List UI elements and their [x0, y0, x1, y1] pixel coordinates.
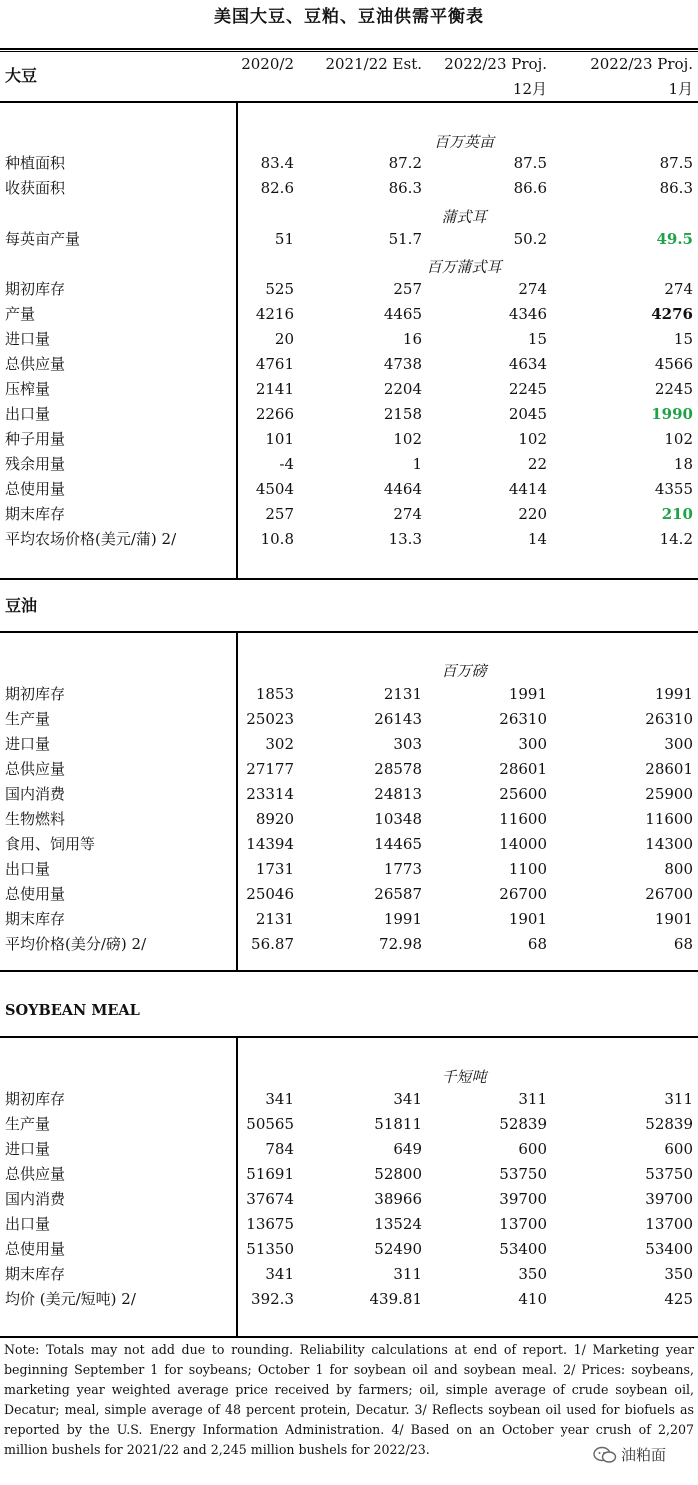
row-label: 出口量	[5, 405, 51, 423]
cell-value: 300	[664, 735, 693, 753]
row-label: 均价 (美元/短吨) 2/	[5, 1290, 136, 1308]
table-row	[0, 402, 698, 427]
table-row	[0, 176, 698, 201]
row-label: 期末库存	[5, 505, 66, 523]
row-label: 总供应量	[5, 355, 66, 373]
table-row	[0, 832, 698, 857]
cell-value: 425	[664, 1290, 693, 1308]
bottom-rule	[0, 1336, 698, 1338]
row-label: 平均价格(美分/磅) 2/	[5, 935, 147, 953]
top-rule-inner	[0, 51, 698, 52]
cell-value: 26700	[645, 885, 693, 903]
cell-value: 2245	[508, 380, 547, 398]
col-header-2022-jan: 2022/23 Proj.	[590, 55, 693, 73]
cell-value: 102	[518, 430, 547, 448]
table-row	[0, 151, 698, 176]
cell-value: 4738	[383, 355, 422, 373]
cell-value: 2141	[255, 380, 294, 398]
row-label: 残余用量	[5, 455, 66, 473]
cell-value: 1990	[651, 405, 693, 423]
col-header-2020: 2020/2	[241, 55, 294, 73]
cell-value: 300	[518, 735, 547, 753]
cell-value: 86.3	[388, 179, 422, 197]
cell-value: 1901	[508, 910, 547, 928]
cell-value: 23314	[246, 785, 294, 803]
cell-value: 39700	[499, 1190, 547, 1208]
cell-value: 1100	[508, 860, 547, 878]
cell-value: 1991	[508, 685, 547, 703]
cell-value: 311	[518, 1090, 547, 1108]
cell-value: 22	[527, 455, 547, 473]
cell-value: 2158	[383, 405, 422, 423]
cell-value: 56.87	[251, 935, 294, 953]
table-row	[0, 1237, 698, 1262]
cell-value: 311	[393, 1265, 422, 1283]
cell-value: 274	[393, 505, 422, 523]
col-header-2022-dec: 2022/23 Proj.	[444, 55, 547, 73]
cell-value: 37674	[246, 1190, 294, 1208]
cell-value: 2045	[508, 405, 547, 423]
footnote: Note: Totals may not add due to rounding. Reliability calculations at end of report. 1/ Marketing year beginning September 1 for soybeans; October 1 for soybean oil and soybean meal. 2/ Prices: soybeans, marketing year weighted average price received by farmers; oil, simple average of crude soybean oil, Decatur; meal, simple average of 48 percent protein, Decatur. 3/ Reflects soybean oil used for biofuels as reported by the U.S. Energy Information Administration. 4/ Based on an October year crush of 2,207 million bushels for 2021/22 and 2,245 million bushels for 2022/23.	[4, 1342, 694, 1457]
cell-value: 25900	[645, 785, 693, 803]
cell-value: 311	[664, 1090, 693, 1108]
section-rule	[0, 631, 698, 633]
cell-value: 87.5	[513, 154, 547, 172]
cell-value: 4464	[383, 480, 422, 498]
cell-value: 49.5	[656, 230, 693, 248]
cell-value: 10.8	[260, 530, 294, 548]
row-label: 国内消费	[5, 785, 66, 803]
cell-value: 274	[664, 280, 693, 298]
table-row	[0, 782, 698, 807]
cell-value: 101	[265, 430, 294, 448]
header-rule	[0, 101, 698, 103]
cell-value: 25046	[246, 885, 294, 903]
table-row	[0, 527, 698, 552]
cell-value: 1991	[383, 910, 422, 928]
cell-value: 68	[527, 935, 547, 953]
unit-label: 百万英亩	[433, 133, 494, 151]
cell-value: 14.2	[659, 530, 693, 548]
cell-value: 82.6	[260, 179, 294, 197]
cell-value: 51691	[246, 1165, 294, 1183]
row-label: 国内消费	[5, 1190, 66, 1208]
cell-value: 4355	[654, 480, 693, 498]
table-row	[0, 757, 698, 782]
row-label: 进口量	[5, 735, 51, 753]
table-row	[0, 352, 698, 377]
cell-value: 28578	[374, 760, 422, 778]
cell-value: 15	[673, 330, 693, 348]
section-rule	[0, 1036, 698, 1038]
table-row	[0, 1137, 698, 1162]
row-label: 期初库存	[5, 1090, 66, 1108]
cell-value: -4	[279, 455, 294, 473]
cell-value: 51811	[374, 1115, 422, 1133]
cell-value: 50.2	[513, 230, 547, 248]
cell-value: 52490	[374, 1240, 422, 1258]
row-label: 期初库存	[5, 280, 66, 298]
cell-value: 26310	[499, 710, 547, 728]
cell-value: 38966	[374, 1190, 422, 1208]
cell-value: 2204	[383, 380, 422, 398]
watermark-text: 油粕面	[621, 1446, 667, 1464]
row-label: 平均农场价格(美元/蒲) 2/	[5, 530, 177, 548]
cell-value: 72.98	[379, 935, 422, 953]
section-title-meal: SOYBEAN MEAL	[5, 1002, 140, 1019]
table-row	[0, 302, 698, 327]
cell-value: 87.5	[659, 154, 693, 172]
cell-value: 1853	[255, 685, 294, 703]
cell-value: 53400	[499, 1240, 547, 1258]
cell-value: 14000	[499, 835, 547, 853]
cell-value: 4566	[654, 355, 693, 373]
cell-value: 392.3	[251, 1290, 294, 1308]
row-label: 出口量	[5, 860, 51, 878]
col-subheader-dec: 12月	[512, 80, 547, 98]
cell-value: 4761	[255, 355, 294, 373]
cell-value: 303	[393, 735, 422, 753]
cell-value: 27177	[246, 760, 294, 778]
row-label: 期末库存	[5, 1265, 66, 1283]
cell-value: 439.81	[369, 1290, 422, 1308]
cell-value: 2131	[383, 685, 422, 703]
row-label: 总使用量	[5, 885, 66, 903]
row-label: 总使用量	[5, 480, 66, 498]
cell-value: 4414	[508, 480, 547, 498]
col-subheader-jan: 1月	[668, 80, 693, 98]
section-title-soybeans: 大豆	[5, 66, 38, 85]
cell-value: 52839	[499, 1115, 547, 1133]
cell-value: 784	[265, 1140, 294, 1158]
cell-value: 14300	[645, 835, 693, 853]
cell-value: 52800	[374, 1165, 422, 1183]
cell-value: 341	[265, 1265, 294, 1283]
cell-value: 11600	[499, 810, 547, 828]
cell-value: 8920	[255, 810, 294, 828]
cell-value: 53750	[645, 1165, 693, 1183]
cell-value: 16	[402, 330, 422, 348]
cell-value: 600	[518, 1140, 547, 1158]
row-label: 总供应量	[5, 760, 66, 778]
cell-value: 28601	[499, 760, 547, 778]
cell-value: 600	[664, 1140, 693, 1158]
cell-value: 53400	[645, 1240, 693, 1258]
cell-value: 11600	[645, 810, 693, 828]
cell-value: 102	[393, 430, 422, 448]
row-label: 食用、饲用等	[5, 835, 96, 853]
row-label: 总使用量	[5, 1240, 66, 1258]
cell-value: 13524	[374, 1215, 422, 1233]
cell-value: 1991	[654, 685, 693, 703]
cell-value: 26700	[499, 885, 547, 903]
table-row	[0, 277, 698, 302]
cell-value: 14465	[374, 835, 422, 853]
table-row	[0, 682, 698, 707]
row-label: 出口量	[5, 1215, 51, 1233]
row-label: 进口量	[5, 330, 51, 348]
section-rule	[0, 970, 698, 972]
unit-label: 千短吨	[441, 1068, 487, 1086]
cell-value: 350	[664, 1265, 693, 1283]
row-label: 进口量	[5, 1140, 51, 1158]
cell-value: 13700	[645, 1215, 693, 1233]
cell-value: 28601	[645, 760, 693, 778]
section-title-soyoil: 豆油	[5, 596, 38, 615]
table-row	[0, 227, 698, 252]
cell-value: 51.7	[388, 230, 422, 248]
table-row	[0, 857, 698, 882]
cell-value: 26310	[645, 710, 693, 728]
row-label: 总供应量	[5, 1165, 66, 1183]
cell-value: 13700	[499, 1215, 547, 1233]
cell-value: 649	[393, 1140, 422, 1158]
cell-value: 13675	[246, 1215, 294, 1233]
unit-label: 蒲式耳	[441, 208, 487, 226]
cell-value: 4634	[508, 355, 547, 373]
cell-value: 14394	[246, 835, 294, 853]
cell-value: 2131	[255, 910, 294, 928]
table-row	[0, 327, 698, 352]
row-label: 期末库存	[5, 910, 66, 928]
table-row	[0, 707, 698, 732]
unit-label: 百万蒲式耳	[426, 258, 502, 276]
table-row	[0, 732, 698, 757]
table-row	[0, 882, 698, 907]
cell-value: 800	[664, 860, 693, 878]
cell-value: 24813	[374, 785, 422, 803]
cell-value: 4216	[255, 305, 294, 323]
table-row	[0, 1262, 698, 1287]
cell-value: 87.2	[388, 154, 422, 172]
row-label: 生物燃料	[5, 810, 66, 828]
cell-value: 53750	[499, 1165, 547, 1183]
cell-value: 350	[518, 1265, 547, 1283]
unit-label: 百万磅	[441, 662, 487, 680]
row-label: 种植面积	[5, 154, 66, 172]
cell-value: 341	[265, 1090, 294, 1108]
table-row	[0, 1112, 698, 1137]
table-row	[0, 1087, 698, 1112]
cell-value: 10348	[374, 810, 422, 828]
cell-value: 4346	[508, 305, 547, 323]
table-row	[0, 427, 698, 452]
row-label: 产量	[5, 305, 36, 323]
cell-value: 15	[527, 330, 547, 348]
table-row	[0, 452, 698, 477]
cell-value: 4276	[651, 305, 693, 323]
cell-value: 274	[518, 280, 547, 298]
table-row	[0, 932, 698, 957]
top-rule	[0, 48, 698, 50]
cell-value: 50565	[246, 1115, 294, 1133]
row-label: 每英亩产量	[5, 230, 81, 248]
cell-value: 26587	[374, 885, 422, 903]
cell-value: 26143	[374, 710, 422, 728]
table-row	[0, 807, 698, 832]
table-row	[0, 1212, 698, 1237]
cell-value: 4465	[383, 305, 422, 323]
row-label: 种子用量	[5, 430, 66, 448]
cell-value: 102	[664, 430, 693, 448]
wechat-icon	[593, 1446, 617, 1464]
cell-value: 4504	[255, 480, 294, 498]
cell-value: 341	[393, 1090, 422, 1108]
cell-value: 220	[518, 505, 547, 523]
cell-value: 1731	[255, 860, 294, 878]
table-row	[0, 1187, 698, 1212]
cell-value: 257	[265, 505, 294, 523]
table-row	[0, 1162, 698, 1187]
table-row	[0, 502, 698, 527]
cell-value: 1773	[383, 860, 422, 878]
cell-value: 20	[274, 330, 294, 348]
cell-value: 18	[673, 455, 693, 473]
table-row	[0, 907, 698, 932]
table-row	[0, 477, 698, 502]
row-label: 压榨量	[5, 380, 51, 398]
cell-value: 51350	[246, 1240, 294, 1258]
cell-value: 39700	[645, 1190, 693, 1208]
row-label: 生产量	[5, 710, 51, 728]
cell-value: 83.4	[260, 154, 294, 172]
cell-value: 410	[518, 1290, 547, 1308]
report-title: 美国大豆、豆粕、豆油供需平衡表	[214, 7, 484, 27]
cell-value: 51	[274, 230, 294, 248]
row-label: 生产量	[5, 1115, 51, 1133]
cell-value: 525	[265, 280, 294, 298]
row-label: 收获面积	[5, 179, 66, 197]
cell-value: 25023	[246, 710, 294, 728]
cell-value: 52839	[645, 1115, 693, 1133]
cell-value: 2245	[654, 380, 693, 398]
cell-value: 86.6	[513, 179, 547, 197]
cell-value: 86.3	[659, 179, 693, 197]
table-row	[0, 1287, 698, 1312]
cell-value: 13.3	[388, 530, 422, 548]
col-header-2021: 2021/22 Est.	[325, 55, 422, 73]
section-rule	[0, 578, 698, 580]
cell-value: 68	[673, 935, 693, 953]
table-row	[0, 377, 698, 402]
cell-value: 1	[412, 455, 422, 473]
cell-value: 2266	[255, 405, 294, 423]
cell-value: 302	[265, 735, 294, 753]
cell-value: 1901	[654, 910, 693, 928]
cell-value: 14	[527, 530, 547, 548]
row-label: 期初库存	[5, 685, 66, 703]
cell-value: 210	[661, 505, 693, 523]
cell-value: 257	[393, 280, 422, 298]
cell-value: 25600	[499, 785, 547, 803]
